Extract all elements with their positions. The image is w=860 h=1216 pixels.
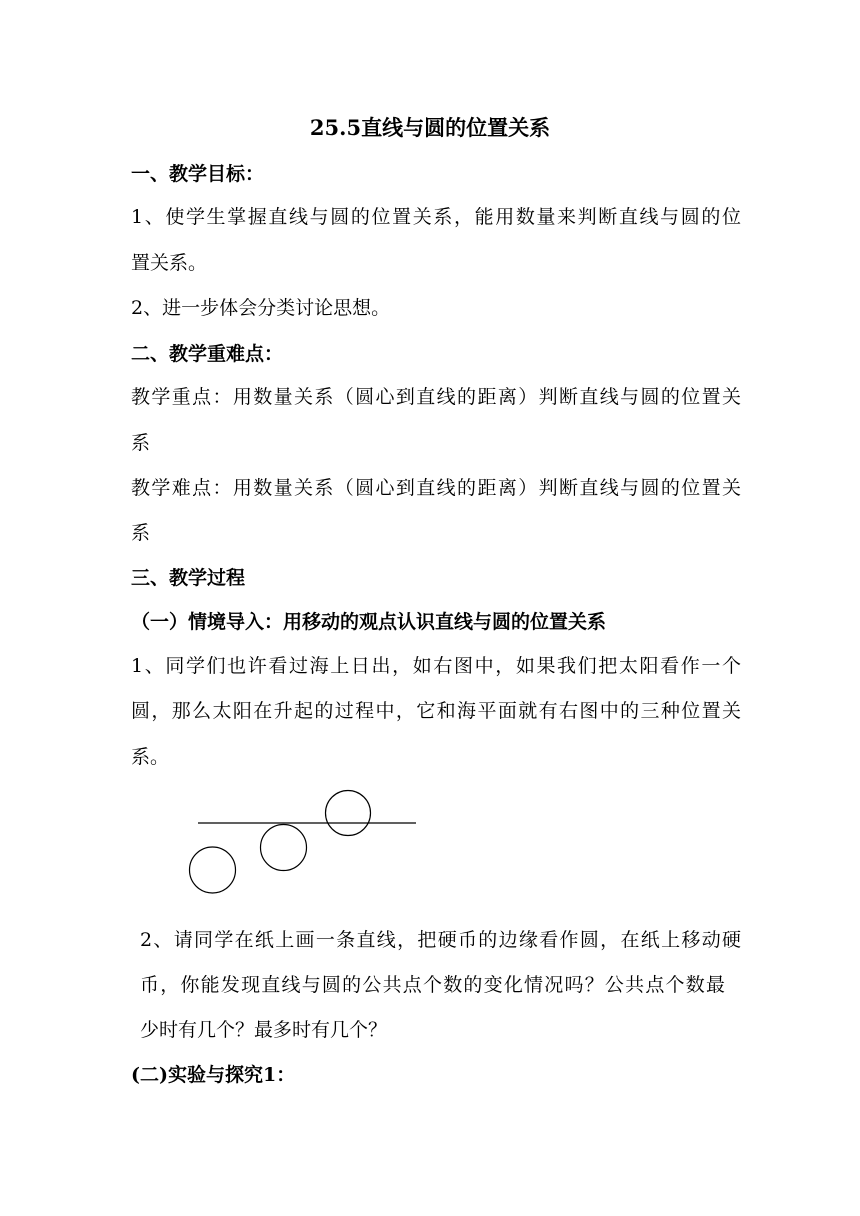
line-circle-figure [180,780,430,900]
circle-separate [190,847,236,893]
circle-intersecting [326,791,371,836]
section-heading-key-points: 二、教学重难点： [131,343,284,365]
paragraph-1-line-2: 圆，那么太阳在升起的过程中，它和海平面就有右图中的三种位置关 [131,700,741,722]
paragraph-2-line-1: 2、请同学在纸上画一条直线，把硬币的边缘看作圆，在纸上移动硬 [140,929,741,951]
subsection-heading-intro: （一）情境导入：用移动的观点认识直线与圆的位置关系 [131,611,607,633]
objective-2: 2、进一步体会分类讨论思想。 [131,297,391,319]
key-point-line-1: 教学重点：用数量关系（圆心到直线的距离）判断直线与圆的位置关 [131,386,741,408]
circle-tangent [261,825,307,871]
paragraph-1-line-1: 1、同学们也许看过海上日出，如右图中，如果我们把太阳看作一个 [131,655,741,677]
difficult-point-line-1: 教学难点：用数量关系（圆心到直线的距离）判断直线与圆的位置关 [131,477,741,499]
paragraph-2-line-2: 币，你能发现直线与圆的公共点个数的变化情况吗？公共点个数最 [140,974,725,996]
subsection-heading-experiment: (二)实验与探究1： [131,1064,296,1086]
difficult-point-line-2: 系 [131,522,151,544]
objective-1-line-1: 1、使学生掌握直线与圆的位置关系，能用数量来判断直线与圆的位 [131,206,741,228]
paragraph-1-line-3: 系。 [131,746,170,768]
key-point-line-2: 系 [131,432,151,454]
objective-1-line-2: 置关系。 [131,252,208,274]
section-heading-objectives: 一、教学目标： [131,163,265,185]
paragraph-2-line-3: 少时有几个？最多时有几个？ [140,1019,388,1041]
page-title: 25.5直线与圆的位置关系 [309,115,551,140]
section-heading-process: 三、教学过程 [131,567,246,589]
